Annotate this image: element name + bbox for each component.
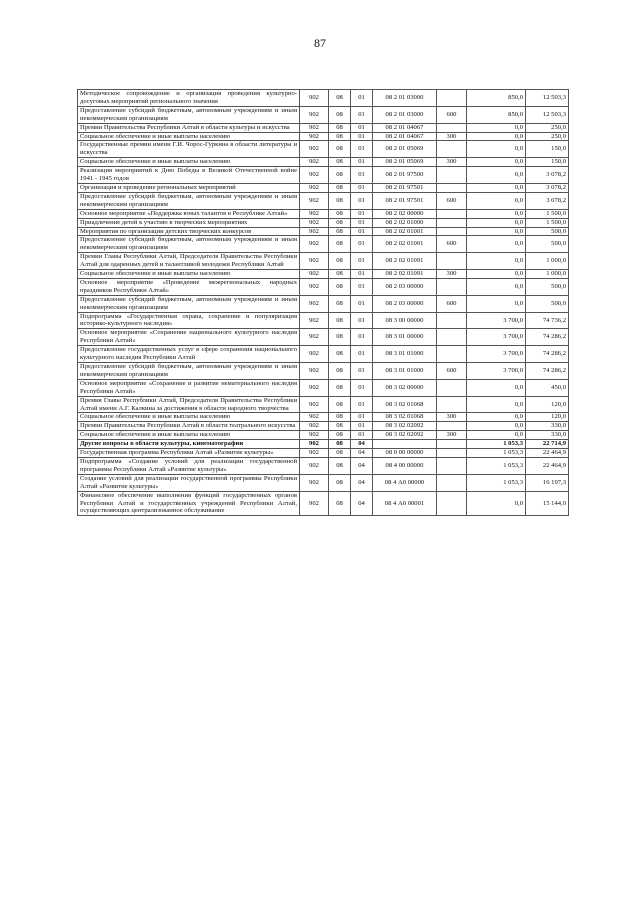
cell-amount-1: 0,0: [467, 278, 526, 295]
table-row: [78, 346, 569, 363]
cell-expense-type: [437, 396, 467, 413]
cell-subsection: 01: [351, 413, 373, 422]
cell-section: 08: [329, 413, 351, 422]
cell-section: 08: [329, 141, 351, 158]
table-row: [78, 278, 569, 295]
cell-subsection: 01: [351, 209, 373, 218]
cell-amount-2: 450,0: [526, 379, 569, 396]
cell-amount-2: 12 503,3: [526, 106, 569, 123]
cell-ministry-code: 902: [300, 270, 329, 279]
cell-subsection: 04: [351, 457, 373, 474]
cell-expense-type: 300: [437, 431, 467, 440]
cell-amount-2: 250,0: [526, 123, 569, 132]
cell-name: Реализация мероприятий к Дню Победы в Великой Отечественной войне 1941 - 1945 годов: [78, 167, 300, 184]
cell-name: Премии Главы Республики Алтай, Председателя Правительства Республики Алтай для одаренных детей и талантливой молодежи Республики Алтай: [78, 253, 300, 270]
cell-amount-1: 3 700,0: [467, 329, 526, 346]
cell-amount-2: 1 500,0: [526, 218, 569, 227]
cell-ministry-code: 902: [300, 312, 329, 329]
cell-ministry-code: 902: [300, 253, 329, 270]
cell-subsection: 01: [351, 141, 373, 158]
cell-name: Другие вопросы в области культуры, кинематографии: [78, 440, 300, 449]
cell-expense-type: [437, 422, 467, 431]
cell-amount-2: 16 197,3: [526, 474, 569, 491]
table-row: [78, 90, 569, 107]
cell-ministry-code: 902: [300, 236, 329, 253]
cell-target-article: 08 2 01 03000: [373, 106, 437, 123]
cell-amount-1: 0,0: [467, 396, 526, 413]
cell-name: Предоставление субсидий бюджетным, автономным учреждениям и иным некоммерческим организациям: [78, 295, 300, 312]
cell-amount-1: 0,0: [467, 253, 526, 270]
cell-target-article: 08 3 00 00000: [373, 312, 437, 329]
cell-subsection: 01: [351, 227, 373, 236]
cell-expense-type: 300: [437, 158, 467, 167]
cell-section: 08: [329, 227, 351, 236]
cell-name: Методическое сопровождение и организация проведения культурно-досуговых мероприятий регионального значения: [78, 90, 300, 107]
cell-section: 08: [329, 474, 351, 491]
cell-expense-type: [437, 346, 467, 363]
cell-section: 08: [329, 270, 351, 279]
cell-expense-type: [437, 491, 467, 516]
cell-amount-2: 1 000,0: [526, 253, 569, 270]
cell-ministry-code: 902: [300, 192, 329, 209]
cell-subsection: 01: [351, 295, 373, 312]
cell-target-article: 08 3 01 01000: [373, 346, 437, 363]
cell-subsection: 04: [351, 440, 373, 449]
cell-amount-2: 500,0: [526, 236, 569, 253]
cell-section: 08: [329, 449, 351, 458]
cell-section: 08: [329, 422, 351, 431]
cell-ministry-code: 902: [300, 132, 329, 141]
cell-amount-1: 850,0: [467, 106, 526, 123]
cell-section: 08: [329, 218, 351, 227]
cell-ministry-code: 902: [300, 440, 329, 449]
cell-ministry-code: 902: [300, 379, 329, 396]
cell-ministry-code: 902: [300, 413, 329, 422]
cell-expense-type: 300: [437, 132, 467, 141]
cell-ministry-code: 902: [300, 329, 329, 346]
cell-amount-1: 0,0: [467, 123, 526, 132]
cell-amount-1: 0,0: [467, 158, 526, 167]
table-row: [78, 440, 569, 449]
cell-target-article: 08 3 01 00000: [373, 329, 437, 346]
cell-name: Государственные премии имени Г.И. Чорос-Гуркина в области литературы и искусства: [78, 141, 300, 158]
table-row: [78, 141, 569, 158]
table-row: [78, 431, 569, 440]
cell-name: Социальное обеспечение и иные выплаты населению: [78, 158, 300, 167]
cell-section: 08: [329, 167, 351, 184]
cell-expense-type: 600: [437, 106, 467, 123]
cell-name: Предоставление субсидий бюджетным, автономным учреждениям и иным некоммерческим организациям: [78, 106, 300, 123]
cell-expense-type: [437, 227, 467, 236]
cell-ministry-code: 902: [300, 491, 329, 516]
cell-subsection: 01: [351, 270, 373, 279]
table-row: [78, 396, 569, 413]
cell-target-article: 08 2 01 97501: [373, 183, 437, 192]
cell-expense-type: [437, 123, 467, 132]
cell-ministry-code: 902: [300, 295, 329, 312]
cell-name: Социальное обеспечение и иные выплаты населению: [78, 431, 300, 440]
cell-section: 08: [329, 329, 351, 346]
cell-amount-2: 120,0: [526, 413, 569, 422]
cell-name: Создание условий для реализации государственной программы Республики Алтай «Развитие культуры»: [78, 474, 300, 491]
cell-subsection: 01: [351, 106, 373, 123]
cell-name: Предоставление государственных услуг в сфере сохранения национального культурного наследия Республики Алтай: [78, 346, 300, 363]
cell-expense-type: [437, 474, 467, 491]
cell-expense-type: 600: [437, 295, 467, 312]
cell-section: 08: [329, 253, 351, 270]
cell-amount-1: 0,0: [467, 236, 526, 253]
cell-subsection: 04: [351, 449, 373, 458]
cell-amount-1: 1 053,3: [467, 449, 526, 458]
cell-target-article: 08 2 01 03000: [373, 90, 437, 107]
cell-expense-type: [437, 379, 467, 396]
cell-target-article: 08 3 02 02092: [373, 431, 437, 440]
cell-ministry-code: 902: [300, 141, 329, 158]
cell-amount-1: 0,0: [467, 167, 526, 184]
table-row: [78, 413, 569, 422]
cell-name: Предоставление субсидий бюджетным, автономным учреждениям и иным некоммерческим организациям: [78, 363, 300, 380]
cell-subsection: 01: [351, 253, 373, 270]
cell-name: Основное мероприятие «Поддержка юных талантов в Республике Алтай»: [78, 209, 300, 218]
cell-name: Приадлечение детей к участию в творческих мероприятиях: [78, 218, 300, 227]
cell-target-article: 08 2 03 00000: [373, 295, 437, 312]
cell-amount-2: 3 078,2: [526, 183, 569, 192]
cell-target-article: 08 2 02 01091: [373, 270, 437, 279]
cell-target-article: 08 4 А0 00001: [373, 491, 437, 516]
cell-amount-2: 330,0: [526, 422, 569, 431]
table-row: [78, 158, 569, 167]
cell-target-article: 08 2 02 01001: [373, 227, 437, 236]
cell-amount-2: 500,0: [526, 295, 569, 312]
cell-target-article: 08 2 03 00000: [373, 278, 437, 295]
cell-amount-2: 15 144,0: [526, 491, 569, 516]
cell-target-article: 08 3 02 02092: [373, 422, 437, 431]
cell-ministry-code: 902: [300, 183, 329, 192]
cell-amount-2: 3 078,2: [526, 167, 569, 184]
cell-amount-1: 0,0: [467, 192, 526, 209]
cell-ministry-code: 902: [300, 209, 329, 218]
cell-section: 08: [329, 457, 351, 474]
cell-subsection: 01: [351, 278, 373, 295]
cell-expense-type: [437, 278, 467, 295]
cell-target-article: 08 2 01 05069: [373, 158, 437, 167]
table-row: [78, 295, 569, 312]
cell-target-article: 08 2 01 97501: [373, 192, 437, 209]
cell-subsection: 01: [351, 236, 373, 253]
cell-name: Основное мероприятие «Сохранение и развитие нематериального наследия Республики Алтай»: [78, 379, 300, 396]
table-row: [78, 312, 569, 329]
cell-subsection: 01: [351, 192, 373, 209]
cell-amount-2: 74 736,2: [526, 312, 569, 329]
table-row: [78, 329, 569, 346]
cell-name: Предоставление субсидий бюджетным, автономным учреждениям и иным некоммерческим организациям: [78, 236, 300, 253]
cell-target-article: 08 2 02 01000: [373, 218, 437, 227]
cell-name: Социальное обеспечение и иные выплаты населению: [78, 413, 300, 422]
table-row: [78, 192, 569, 209]
cell-subsection: 04: [351, 491, 373, 516]
cell-target-article: 08 3 01 01000: [373, 363, 437, 380]
cell-subsection: 01: [351, 329, 373, 346]
cell-section: 08: [329, 278, 351, 295]
cell-amount-1: 0,0: [467, 141, 526, 158]
cell-ministry-code: 902: [300, 396, 329, 413]
cell-amount-1: 1 053,3: [467, 440, 526, 449]
cell-amount-1: 0,0: [467, 270, 526, 279]
cell-expense-type: 600: [437, 363, 467, 380]
cell-target-article: 08 2 02 00000: [373, 209, 437, 218]
cell-amount-1: 0,0: [467, 295, 526, 312]
cell-name: Социальное обеспечение и иные выплаты населению: [78, 132, 300, 141]
table-row: [78, 209, 569, 218]
cell-target-article: 08 4 00 00000: [373, 457, 437, 474]
cell-expense-type: [437, 312, 467, 329]
cell-target-article: 08 3 02 01068: [373, 396, 437, 413]
cell-amount-1: 0,0: [467, 227, 526, 236]
cell-amount-1: 3 700,0: [467, 346, 526, 363]
table-row: [78, 236, 569, 253]
cell-section: 08: [329, 440, 351, 449]
cell-amount-2: 74 286,2: [526, 346, 569, 363]
cell-subsection: 01: [351, 123, 373, 132]
cell-amount-2: 3 078,2: [526, 192, 569, 209]
cell-expense-type: 600: [437, 192, 467, 209]
cell-section: 08: [329, 363, 351, 380]
table-row: [78, 106, 569, 123]
cell-name: Организация и проведение региональных мероприятий: [78, 183, 300, 192]
cell-amount-2: 1 000,0: [526, 270, 569, 279]
cell-section: 08: [329, 295, 351, 312]
cell-expense-type: 600: [437, 236, 467, 253]
cell-amount-1: 3 700,0: [467, 312, 526, 329]
table-body: [78, 90, 569, 516]
cell-section: 08: [329, 209, 351, 218]
cell-ministry-code: 902: [300, 457, 329, 474]
cell-subsection: 01: [351, 396, 373, 413]
cell-ministry-code: 902: [300, 167, 329, 184]
cell-name: Премии Правительства Республики Алтай в области культуры и искусства: [78, 123, 300, 132]
cell-subsection: 01: [351, 379, 373, 396]
cell-ministry-code: 902: [300, 363, 329, 380]
cell-amount-2: 22 464,9: [526, 449, 569, 458]
cell-expense-type: [437, 440, 467, 449]
cell-ministry-code: 902: [300, 123, 329, 132]
cell-subsection: 01: [351, 346, 373, 363]
cell-section: 08: [329, 158, 351, 167]
table-row: [78, 253, 569, 270]
cell-subsection: 04: [351, 474, 373, 491]
cell-expense-type: 300: [437, 413, 467, 422]
cell-subsection: 01: [351, 132, 373, 141]
cell-amount-2: 12 503,3: [526, 90, 569, 107]
cell-expense-type: [437, 167, 467, 184]
cell-target-article: 08 3 02 01068: [373, 413, 437, 422]
table-row: [78, 491, 569, 516]
table-row: [78, 167, 569, 184]
cell-name: Мероприятия по организации детских творческих конкурсов: [78, 227, 300, 236]
cell-expense-type: [437, 329, 467, 346]
cell-name: Социальное обеспечение и иные выплаты населению: [78, 270, 300, 279]
cell-ministry-code: 902: [300, 422, 329, 431]
cell-ministry-code: 902: [300, 431, 329, 440]
cell-expense-type: [437, 209, 467, 218]
cell-amount-2: 250,0: [526, 132, 569, 141]
cell-amount-1: 1 053,3: [467, 474, 526, 491]
cell-section: 08: [329, 379, 351, 396]
cell-ministry-code: 902: [300, 278, 329, 295]
table-row: [78, 123, 569, 132]
cell-expense-type: [437, 457, 467, 474]
cell-subsection: 01: [351, 363, 373, 380]
table-row: [78, 132, 569, 141]
cell-amount-1: 1 053,3: [467, 457, 526, 474]
cell-section: 08: [329, 106, 351, 123]
cell-subsection: 01: [351, 167, 373, 184]
cell-amount-1: 850,0: [467, 90, 526, 107]
table-row: [78, 379, 569, 396]
cell-name: Основное мероприятие «Сохранение национального культурного наследия Республики Алтай»: [78, 329, 300, 346]
cell-amount-2: 150,0: [526, 141, 569, 158]
cell-expense-type: [437, 183, 467, 192]
cell-section: 08: [329, 192, 351, 209]
cell-expense-type: [437, 253, 467, 270]
table-row: [78, 183, 569, 192]
cell-section: 08: [329, 396, 351, 413]
cell-subsection: 01: [351, 218, 373, 227]
cell-section: 08: [329, 431, 351, 440]
cell-name: Подпрограмма «Создание условий для реализации государственной программы Республики Алтай «Развитие культуры»: [78, 457, 300, 474]
cell-amount-1: 0,0: [467, 431, 526, 440]
cell-name: Основное мероприятие «Проведение межрегиональных народных праздников Республики Алтай»: [78, 278, 300, 295]
cell-target-article: 08 2 01 05069: [373, 141, 437, 158]
cell-subsection: 01: [351, 158, 373, 167]
table-row: [78, 227, 569, 236]
cell-amount-2: 500,0: [526, 278, 569, 295]
cell-amount-2: 74 286,2: [526, 363, 569, 380]
table-row: [78, 474, 569, 491]
cell-target-article: [373, 440, 437, 449]
cell-name: Премия Главы Республики Алтай, Председателя Правительства Республики Алтай имени А.Г. Калкина за достижения в области народного творчества: [78, 396, 300, 413]
cell-name: Государственная программа Республики Алтай «Развитие культуры»: [78, 449, 300, 458]
cell-target-article: 08 2 01 04067: [373, 132, 437, 141]
cell-amount-2: 22 464,9: [526, 457, 569, 474]
cell-amount-1: 0,0: [467, 132, 526, 141]
cell-section: 08: [329, 123, 351, 132]
cell-amount-1: 0,0: [467, 218, 526, 227]
cell-amount-1: 0,0: [467, 379, 526, 396]
cell-ministry-code: 902: [300, 474, 329, 491]
cell-amount-2: 120,0: [526, 396, 569, 413]
cell-target-article: 08 2 02 01091: [373, 253, 437, 270]
cell-ministry-code: 902: [300, 106, 329, 123]
page-number: 87: [314, 36, 326, 50]
cell-ministry-code: 902: [300, 449, 329, 458]
cell-subsection: 01: [351, 422, 373, 431]
cell-amount-2: 500,0: [526, 227, 569, 236]
cell-target-article: 08 2 02 01001: [373, 236, 437, 253]
cell-ministry-code: 902: [300, 346, 329, 363]
cell-expense-type: 300: [437, 270, 467, 279]
cell-amount-1: 0,0: [467, 413, 526, 422]
cell-ministry-code: 902: [300, 90, 329, 107]
cell-ministry-code: 902: [300, 227, 329, 236]
cell-target-article: 08 2 01 04067: [373, 123, 437, 132]
table-row: [78, 270, 569, 279]
cell-section: 08: [329, 90, 351, 107]
cell-target-article: 08 4 А0 00000: [373, 474, 437, 491]
table-row: [78, 422, 569, 431]
cell-section: 08: [329, 236, 351, 253]
cell-amount-1: 3 700,0: [467, 363, 526, 380]
cell-section: 08: [329, 132, 351, 141]
table-row: [78, 363, 569, 380]
cell-name: Предоставление субсидий бюджетным, автономным учреждениям и иным некоммерческим организациям: [78, 192, 300, 209]
cell-subsection: 01: [351, 90, 373, 107]
cell-target-article: 08 3 02 00000: [373, 379, 437, 396]
cell-name: Подпрограмма «Государственная охрана, сохранение и популяризация историко-культурного наследия»: [78, 312, 300, 329]
cell-ministry-code: 902: [300, 218, 329, 227]
table-row: [78, 457, 569, 474]
table-row: [78, 449, 569, 458]
cell-section: 08: [329, 491, 351, 516]
cell-subsection: 01: [351, 183, 373, 192]
cell-amount-1: 0,0: [467, 209, 526, 218]
cell-amount-2: 22 714,9: [526, 440, 569, 449]
cell-expense-type: [437, 218, 467, 227]
cell-target-article: 08 0 00 00000: [373, 449, 437, 458]
cell-section: 08: [329, 183, 351, 192]
cell-name: Премии Правительства Республики Алтай в области театрального искусства: [78, 422, 300, 431]
cell-amount-1: 0,0: [467, 422, 526, 431]
cell-amount-2: 150,0: [526, 158, 569, 167]
cell-amount-1: 0,0: [467, 491, 526, 516]
cell-name: Финансовое обеспечение выполнения функций государственных органов Республики Алтай и государственных учреждений Республики Алтай, осуществляющих централизованное обслуживание: [78, 491, 300, 516]
cell-amount-2: 74 286,2: [526, 329, 569, 346]
cell-expense-type: [437, 141, 467, 158]
cell-subsection: 01: [351, 312, 373, 329]
cell-target-article: 08 2 01 97500: [373, 167, 437, 184]
cell-amount-2: 1 500,0: [526, 209, 569, 218]
cell-expense-type: [437, 90, 467, 107]
cell-amount-1: 0,0: [467, 183, 526, 192]
cell-section: 08: [329, 312, 351, 329]
cell-expense-type: [437, 449, 467, 458]
cell-section: 08: [329, 346, 351, 363]
cell-ministry-code: 902: [300, 158, 329, 167]
cell-amount-2: 330,0: [526, 431, 569, 440]
cell-subsection: 01: [351, 431, 373, 440]
budget-table: [77, 89, 569, 516]
table-row: [78, 218, 569, 227]
